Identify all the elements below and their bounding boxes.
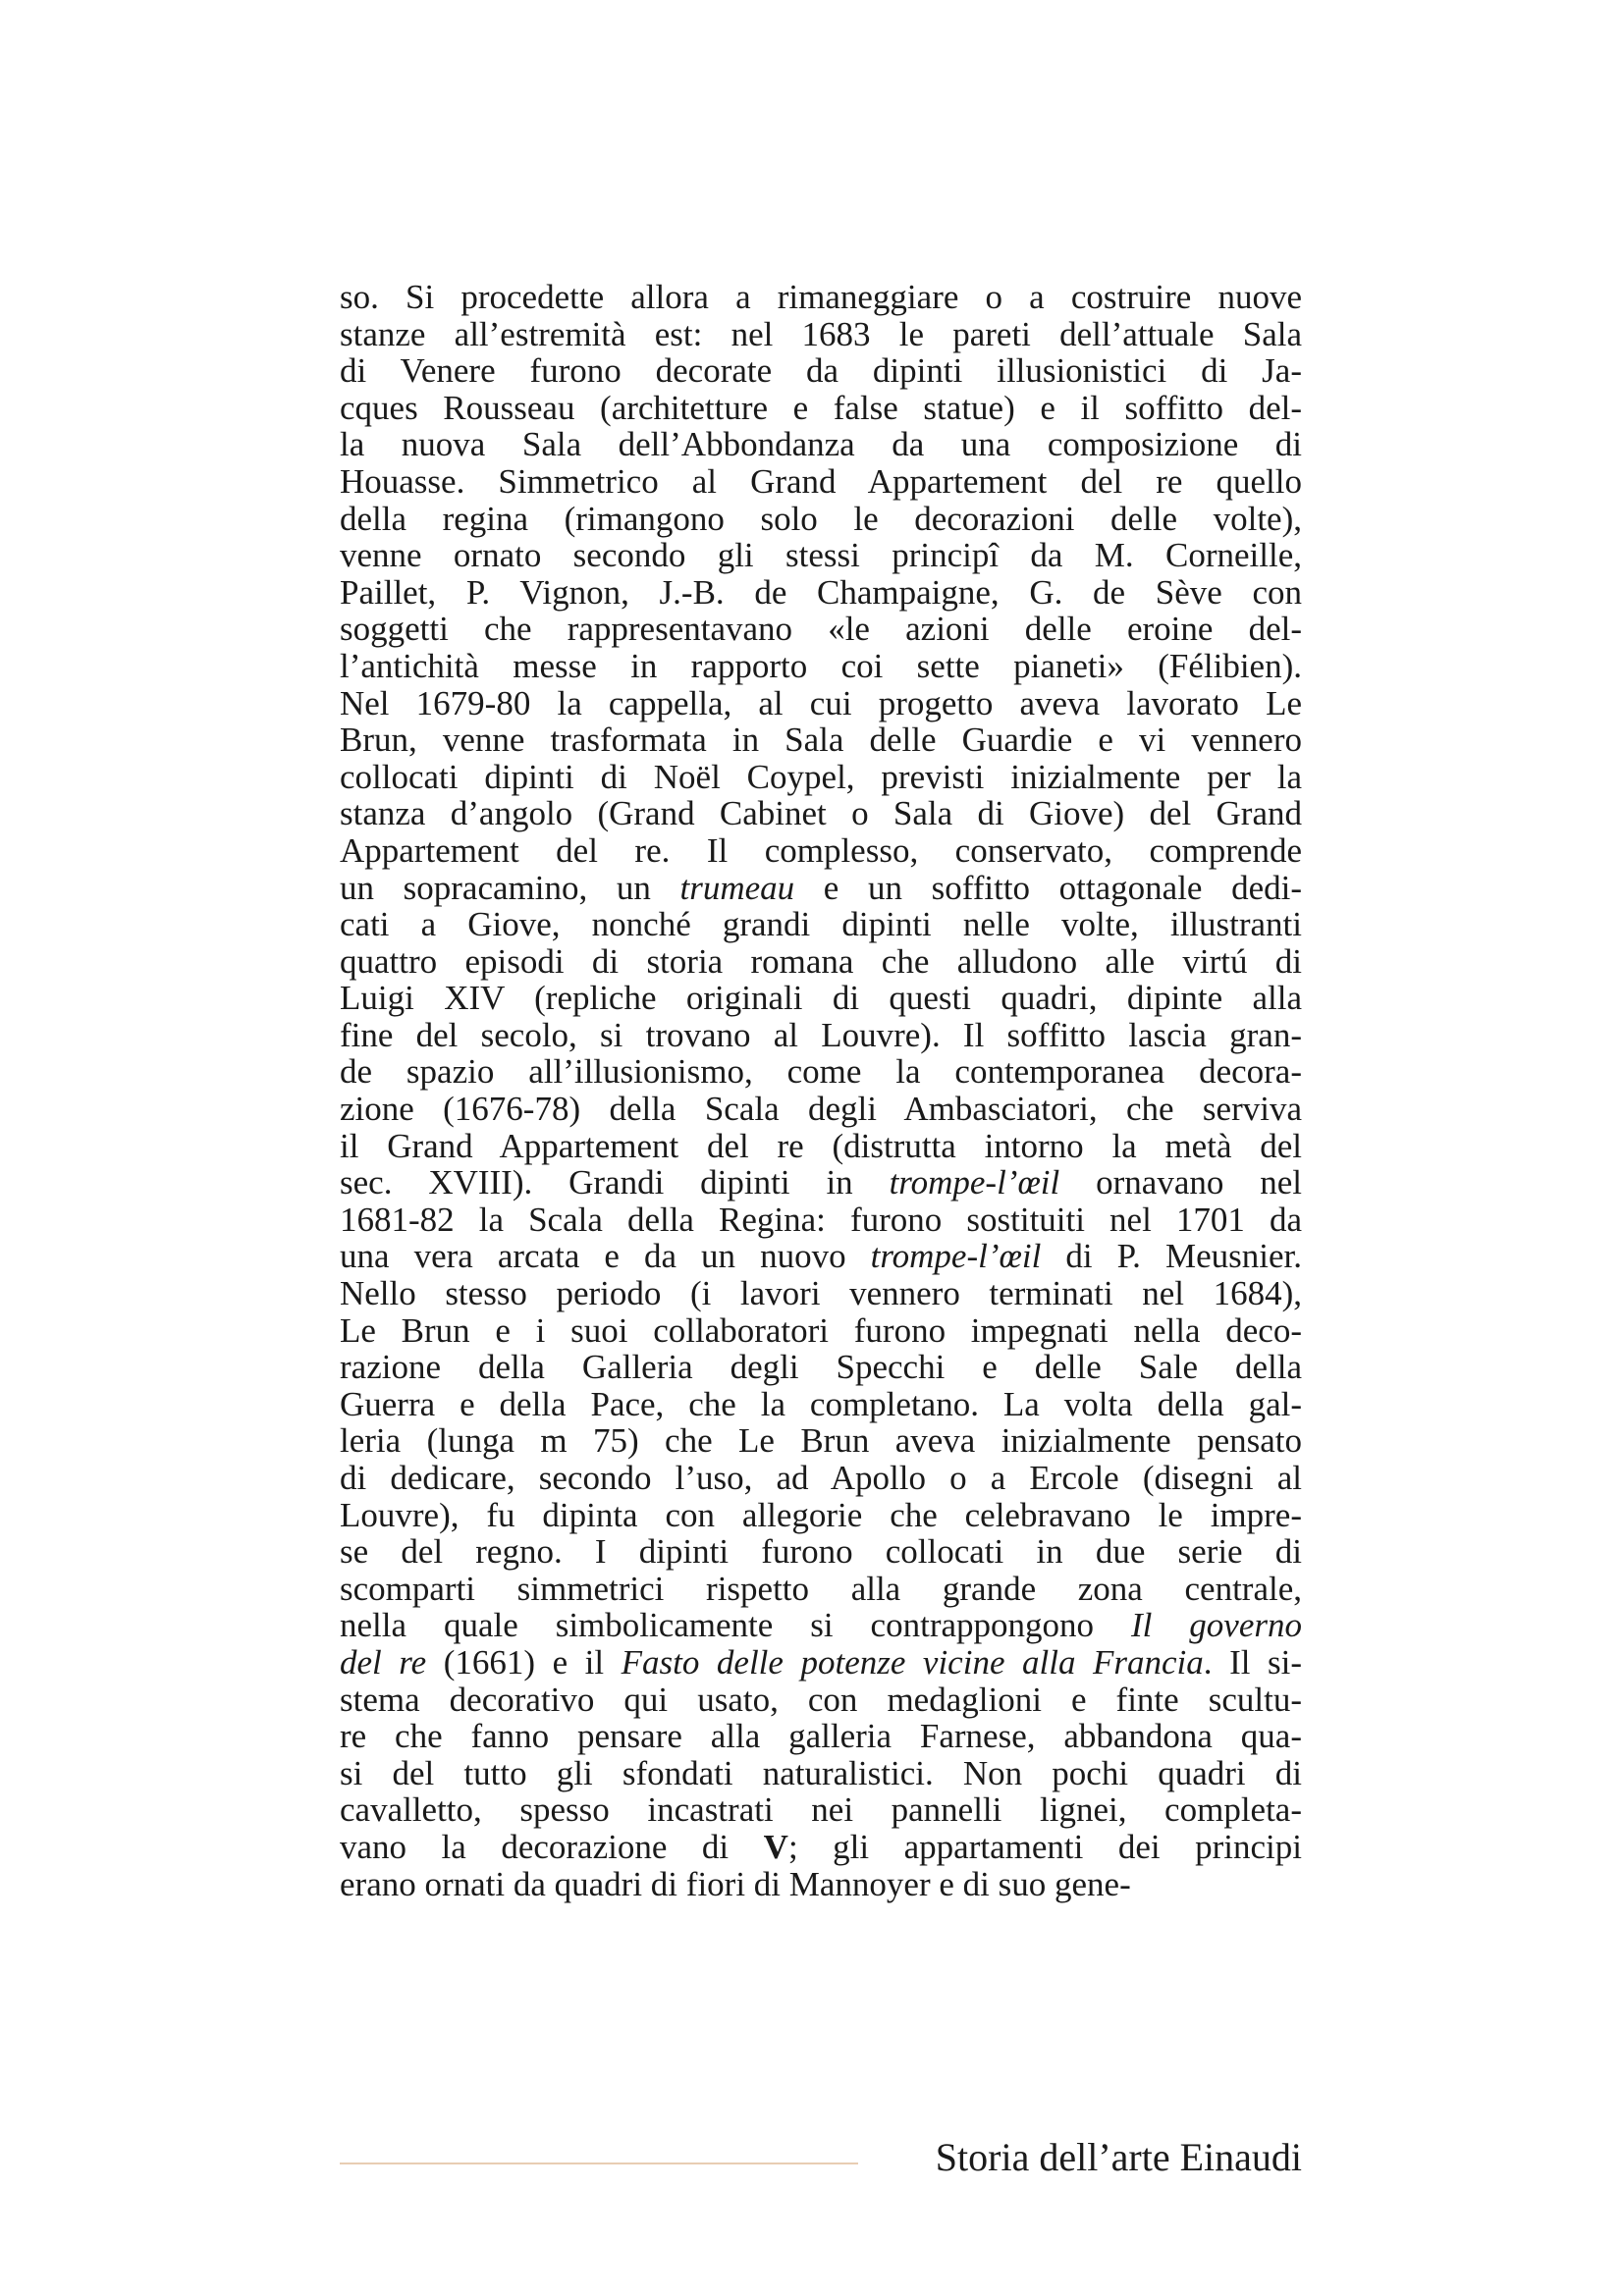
text-line: re che fanno pensare alla galleria Farnese, abbandona qua- <box>340 1717 1302 1756</box>
text-line: fine del secolo, si trovano al Louvre). Il soffitto lascia gran- <box>340 1015 1302 1054</box>
text-line: cques Rousseau (architetture e false statue) e il soffitto del- <box>340 388 1302 427</box>
text-line: scomparti simmetrici rispetto alla grande zona centrale, <box>340 1569 1302 1608</box>
text-line: nella quale simbolicamente si contrappongono Il governo <box>340 1606 1302 1645</box>
text-line: soggetti che rappresentavano «le azioni delle eroine del- <box>340 610 1302 649</box>
body-text <box>340 279 1302 1902</box>
text-line: della regina (rimangono solo le decorazioni delle volte), <box>340 499 1302 538</box>
text-line: razione della Galleria degli Specchi e delle Sale della <box>340 1348 1302 1387</box>
page-footer <box>340 2130 1302 2189</box>
text-line: de spazio all’illusionismo, come la contemporanea decora- <box>340 1052 1302 1092</box>
text-line: un sopracamino, un trumeau e un soffitto ottagonale dedi- <box>340 868 1303 907</box>
text-line: l’antichità messe in rapporto coi sette pianeti» (Félibien). <box>340 646 1302 685</box>
text-line: so. Si procedette allora a rimaneggiare o a costruire nuove <box>340 278 1302 316</box>
text-line: stema decorativo qui usato, con medaglioni e finte scultu- <box>340 1680 1302 1719</box>
footer-rule <box>340 2163 858 2164</box>
text-line: Nel 1679-80 la cappella, al cui progetto aveva lavorato Le <box>340 683 1302 722</box>
text-line: erano ornati da quadri di fiori di Mannoyer e di suo gene- <box>340 1864 1131 1903</box>
text-line: stanza d’angolo (Grand Cabinet o Sala di Giove) del Grand <box>340 794 1302 833</box>
text-line: sec. XVIII). Grandi dipinti in trompe-l’œil ornavano nel <box>340 1163 1302 1202</box>
text-line: una vera arcata e da un nuovo trompe-l’œil di P. Meusnier. <box>340 1237 1302 1276</box>
text-line: Louvre), fu dipinta con allegorie che celebravano le impre- <box>340 1495 1302 1534</box>
text-line: Paillet, P. Vignon, J.-B. de Champaigne, G. de Sève con <box>340 572 1302 612</box>
text-line: quattro episodi di storia romana che alludono alle virtú di <box>340 941 1302 981</box>
text-line: cati a Giove, nonché grandi dipinti nelle volte, illustranti <box>340 905 1302 944</box>
text-line: zione (1676-78) della Scala degli Ambasciatori, che serviva <box>340 1090 1302 1129</box>
footer-title: Storia dell’arte Einaudi <box>935 2135 1302 2179</box>
text-line: si del tutto gli sfondati naturalistici. Non pochi quadri di <box>340 1753 1302 1792</box>
text-line: del re (1661) e il Fasto delle potenze vicine alla Francia. Il si- <box>340 1642 1302 1682</box>
text-line: di dedicare, secondo l’uso, ad Apollo o a Ercole (disegni al <box>340 1459 1302 1497</box>
text-line: Houasse. Simmetrico al Grand Appartement del re quello <box>340 461 1302 501</box>
text-line: Nello stesso periodo (i lavori vennero terminati nel 1684), <box>340 1274 1302 1313</box>
text-line: cavalletto, spesso incastrati nei pannelli lignei, completa- <box>340 1790 1302 1830</box>
text-line: di Venere furono decorate da dipinti illusionistici di Ja- <box>340 351 1302 391</box>
text-line: vano la decorazione di V; gli appartamenti dei principi <box>340 1827 1302 1866</box>
text-line: Brun, venne trasformata in Sala delle Guardie e vi vennero <box>340 721 1302 760</box>
text-line: Guerra e della Pace, che la completano. La volta della gal- <box>340 1384 1302 1423</box>
text-line: la nuova Sala dell’Abbondanza da una composizione di <box>340 425 1302 464</box>
text-line: Le Brun e i suoi collaboratori furono impegnati nella deco- <box>340 1310 1302 1350</box>
text-line: leria (lunga m 75) che Le Brun aveva inizialmente pensato <box>340 1421 1302 1461</box>
text-line: venne ornato secondo gli stessi principî da M. Corneille, <box>340 536 1302 575</box>
text-line: Appartement del re. Il complesso, conservato, comprende <box>340 830 1302 870</box>
text-line: se del regno. I dipinti furono collocati in due serie di <box>340 1532 1302 1572</box>
text-line: stanze all’estremità est: nel 1683 le pareti dell’attuale Sala <box>340 314 1302 353</box>
text-line: collocati dipinti di Noël Coypel, previsti inizialmente per la <box>340 757 1302 796</box>
text-line: 1681-82 la Scala della Regina: furono sostituiti nel 1701 da <box>340 1200 1302 1239</box>
text-line: il Grand Appartement del re (distrutta intorno la metà del <box>340 1126 1302 1165</box>
text-line: Luigi XIV (repliche originali di questi quadri, dipinte alla <box>340 979 1302 1018</box>
